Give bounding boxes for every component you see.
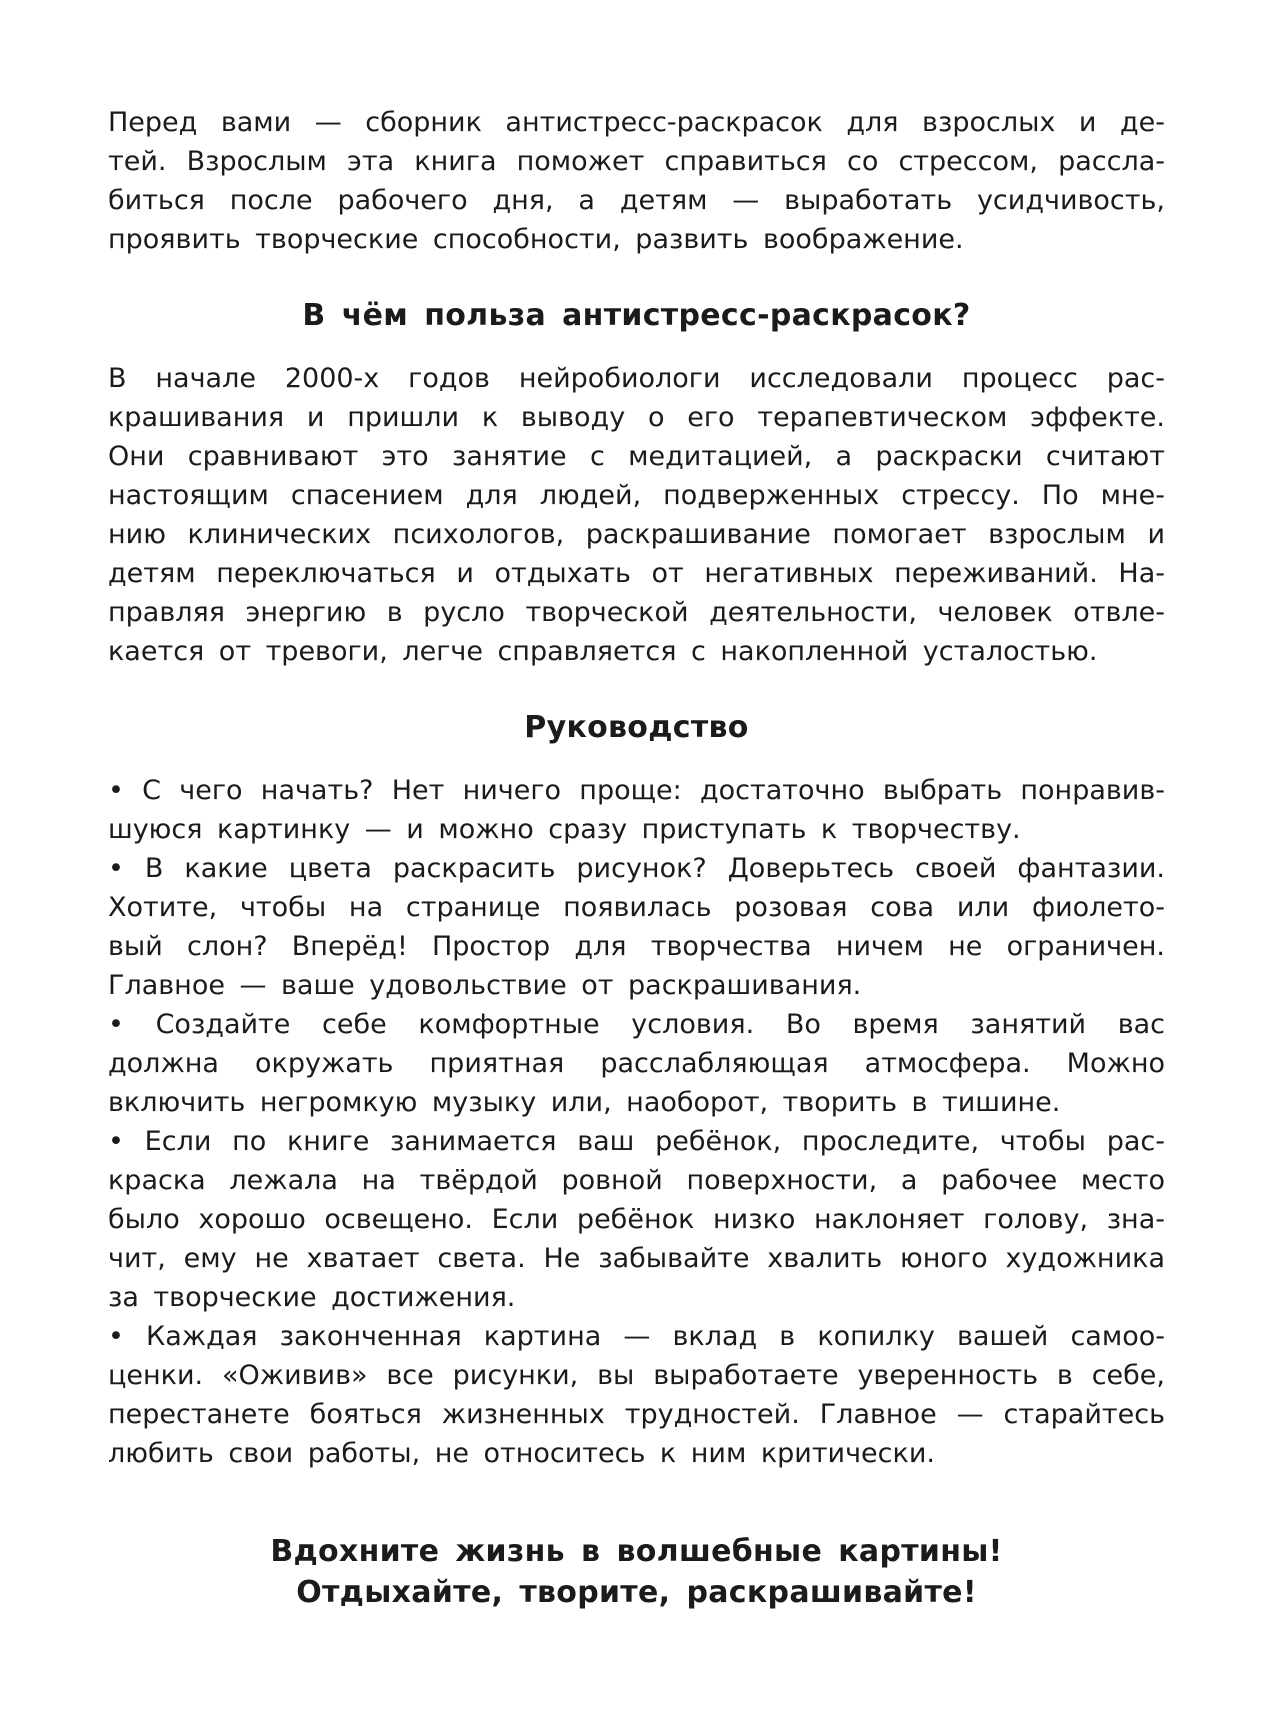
text-line: должна окружать приятная расслабляющая атмосфера. Можно [108,1048,1165,1079]
bullet-item [108,1005,1165,1122]
text-line: шуюся картинку — и можно сразу приступать к творчеству. [108,814,1021,845]
text-line: биться после рабочего дня, а детям — выработать усидчивость, [108,185,1165,216]
text-line: В начале 2000-х годов нейробиологи исследовали процесс рас- [108,363,1165,394]
intro-paragraph [108,103,1165,259]
text-line: включить негромкую музыку или, наоборот, творить в тишине. [108,1087,1061,1118]
text-line: вый слон? Вперёд! Простор для творчества ничем не ограничен. [108,931,1165,962]
text-line: Хотите, чтобы на странице появилась розовая сова или фиолето- [108,892,1165,923]
benefits-section-title: В чём польза антистресс-раскрасок? [302,298,971,333]
text-line: Вдохните жизнь в волшебные картины! [270,1534,1003,1569]
text-line: краска лежала на твёрдой ровной поверхности, а рабочее место [108,1165,1165,1196]
text-line: Они сравнивают это занятие с медитацией, а раскраски считают [108,441,1165,472]
closing-callout [108,1531,1165,1613]
text-line: • С чего начать? Нет ничего проще: достаточно выбрать понравив- [108,775,1165,806]
bullet-item [108,1317,1165,1473]
text-line: чит, ему не хватает света. Не забывайте хвалить юного художника [108,1243,1165,1274]
bullet-item [108,1122,1165,1317]
text-line: • Создайте себе комфортные условия. Во время занятий вас [108,1009,1165,1040]
text-line: любить свои работы, не относитесь к ним критически. [108,1438,935,1469]
text-line: Перед вами — сборник антистресс-раскрасок для взрослых и де- [108,107,1165,138]
text-line: правляя энергию в русло творческой деятельности, человек отвле- [108,597,1165,628]
bullet-item [108,771,1165,849]
text-line: Главное — ваше удовольствие от раскрашивания. [108,970,862,1001]
text-line: настоящим спасением для людей, подверженных стрессу. По мне- [108,480,1165,511]
text-line: • Если по книге занимается ваш ребёнок, проследите, чтобы рас- [108,1126,1165,1157]
text-line: перестанете бояться жизненных трудностей. Главное — старайтесь [108,1399,1165,1430]
text-line: Отдыхайте, творите, раскрашивайте! [296,1575,977,1610]
guide-section-title: Руководство [524,710,749,745]
text-line: за творческие достижения. [108,1282,516,1313]
text-line: кается от тревоги, легче справляется с накопленной усталостью. [108,636,1098,667]
text-line: • В какие цвета раскрасить рисунок? Доверьтесь своей фантазии. [108,853,1165,884]
text-line: проявить творческие способности, развить воображение. [108,224,964,255]
bullet-item [108,849,1165,1005]
text-line: детям переключаться и отдыхать от негативных переживаний. На- [108,558,1165,589]
text-line: • Каждая законченная картина — вклад в копилку вашей самоо- [108,1321,1165,1352]
text-line: было хорошо освещено. Если ребёнок низко наклоняет голову, зна- [108,1204,1165,1235]
benefits-paragraph [108,359,1165,671]
guide-bullet-list [108,771,1165,1473]
text-line: ценки. «Оживив» все рисунки, вы выработаете уверенность в себе, [108,1360,1165,1391]
text-line: тей. Взрослым эта книга поможет справиться со стрессом, рассла- [108,146,1165,177]
text-line: нию клинических психологов, раскрашивание помогает взрослым и [108,519,1165,550]
text-line: крашивания и пришли к выводу о его терапевтическом эффекте. [108,402,1165,433]
